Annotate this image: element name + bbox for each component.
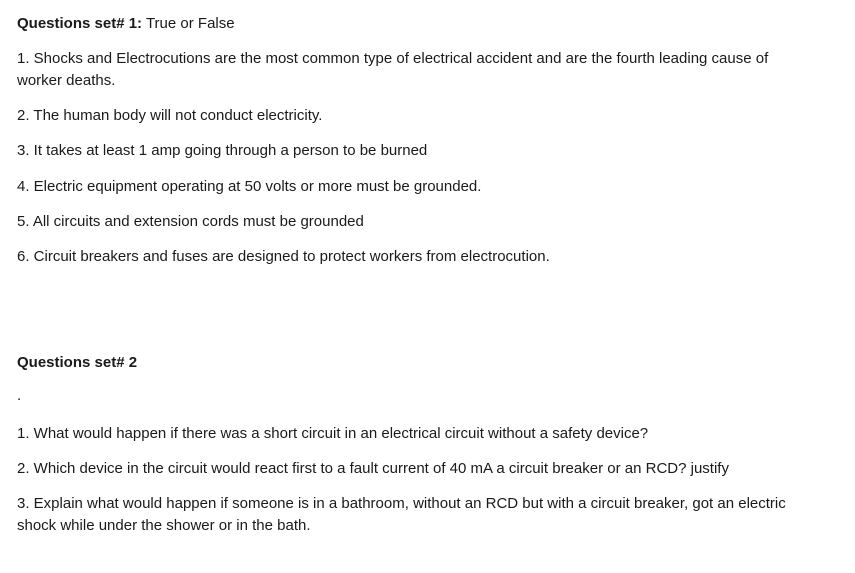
set2-question-3: 3. Explain what would happen if someone is in a bathroom, without an RCD but with a circuit breaker, got an electric shock while under the shower or in the bath.: [17, 495, 786, 534]
set2-heading: Questions set# 2: [17, 354, 138, 371]
set2-question-2: 2. Which device in the circuit would react first to a fault current of 40 mA a circuit breaker or an RCD? justify: [17, 460, 729, 477]
set1-question-2: 2. The human body will not conduct electricity.: [17, 107, 323, 124]
set1-question-4: 4. Electric equipment operating at 50 volts or more must be grounded.: [17, 178, 482, 195]
set2-question-1: 1. What would happen if there was a short circuit in an electrical circuit without a safety device?: [17, 425, 649, 442]
set1-question-5: 5. All circuits and extension cords must be grounded: [17, 213, 364, 230]
set1-heading-label: Questions set# 1:: [17, 15, 143, 32]
set1-question-6: 6. Circuit breakers and fuses are designed to protect workers from electrocution.: [17, 248, 550, 265]
set1-question-3: 3. It takes at least 1 amp going through a person to be burned: [17, 142, 428, 159]
set1-heading: [17, 14, 235, 34]
set1-heading-subtitle: True or False: [142, 15, 235, 32]
set1-question-1: 1. Shocks and Electrocutions are the most common type of electrical accident and are the fourth leading cause of worker deaths.: [17, 50, 769, 89]
set2-dot: .: [17, 387, 22, 404]
